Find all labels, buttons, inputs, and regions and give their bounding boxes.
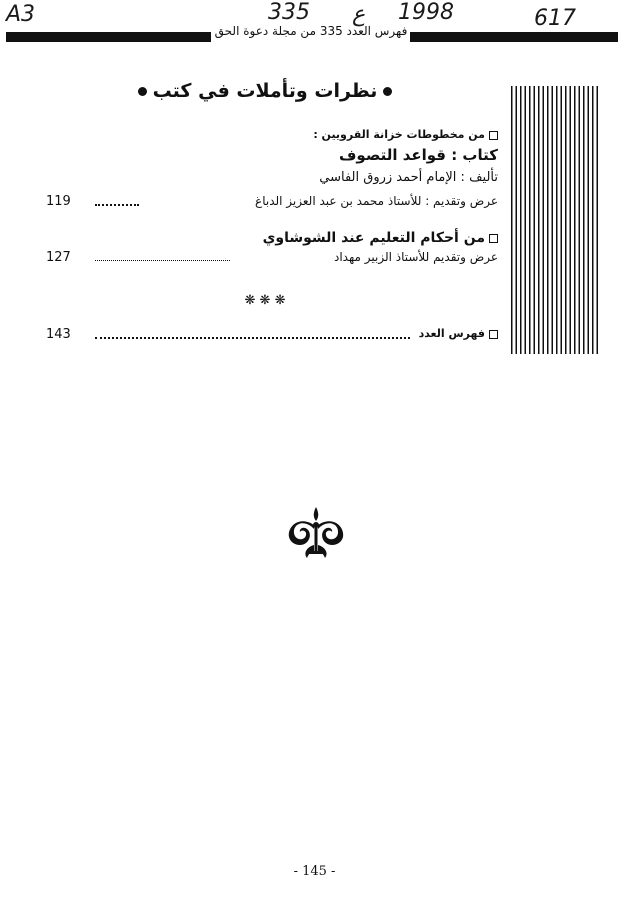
page-number-1: 119 [46, 194, 71, 209]
author-line: تأليف : الإمام أحمد زروق الفاسي [319, 170, 498, 185]
checkbox-square-icon [489, 131, 498, 140]
checkbox-square-icon [489, 330, 498, 339]
bullet-icon [383, 87, 392, 96]
teaching-title: من أحكام التعليم عند الشوشاوي [263, 230, 498, 246]
leader-dots [95, 203, 139, 206]
header-rule-right [410, 32, 618, 42]
leader-dots [95, 259, 230, 261]
handwritten-corner-mark: A3 [6, 2, 36, 27]
page-number-2: 127 [46, 250, 71, 265]
presenter-line-1: عرض وتقديم : للأستاذ محمد بن عبد العزيز الدباغ [255, 194, 498, 208]
handwritten-letter: ع [352, 2, 366, 27]
handwritten-code: 617 [534, 6, 576, 31]
leader-dots [95, 336, 410, 339]
fleuron-ornament-icon [285, 505, 347, 561]
manuscripts-heading: من مخطوطات خزانة القرويين : [313, 128, 498, 141]
header-rule-left [6, 32, 211, 42]
decorative-stripes [511, 86, 601, 354]
separator-stars: ❋ ❋ ❋ [244, 293, 286, 308]
index-title: فهرس العدد [419, 327, 498, 340]
checkbox-square-icon [489, 234, 498, 243]
handwritten-issue-number: 335 [268, 0, 310, 25]
book-title: كتاب : قواعد التصوف [338, 146, 498, 164]
presenter-line-2: عرض وتقديم للأستاذ الزبير مهداد [334, 250, 498, 264]
running-header: فهرس العدد 335 من مجلة دعوة الحق [214, 24, 408, 38]
bullet-icon [138, 87, 147, 96]
handwritten-year: 1998 [398, 0, 454, 25]
section-title [130, 80, 400, 102]
page-number-3: 143 [46, 327, 71, 342]
section-title-text: نظرات وتأملات في كتب [152, 80, 378, 102]
page-number-footer: - 145 - [293, 864, 336, 879]
